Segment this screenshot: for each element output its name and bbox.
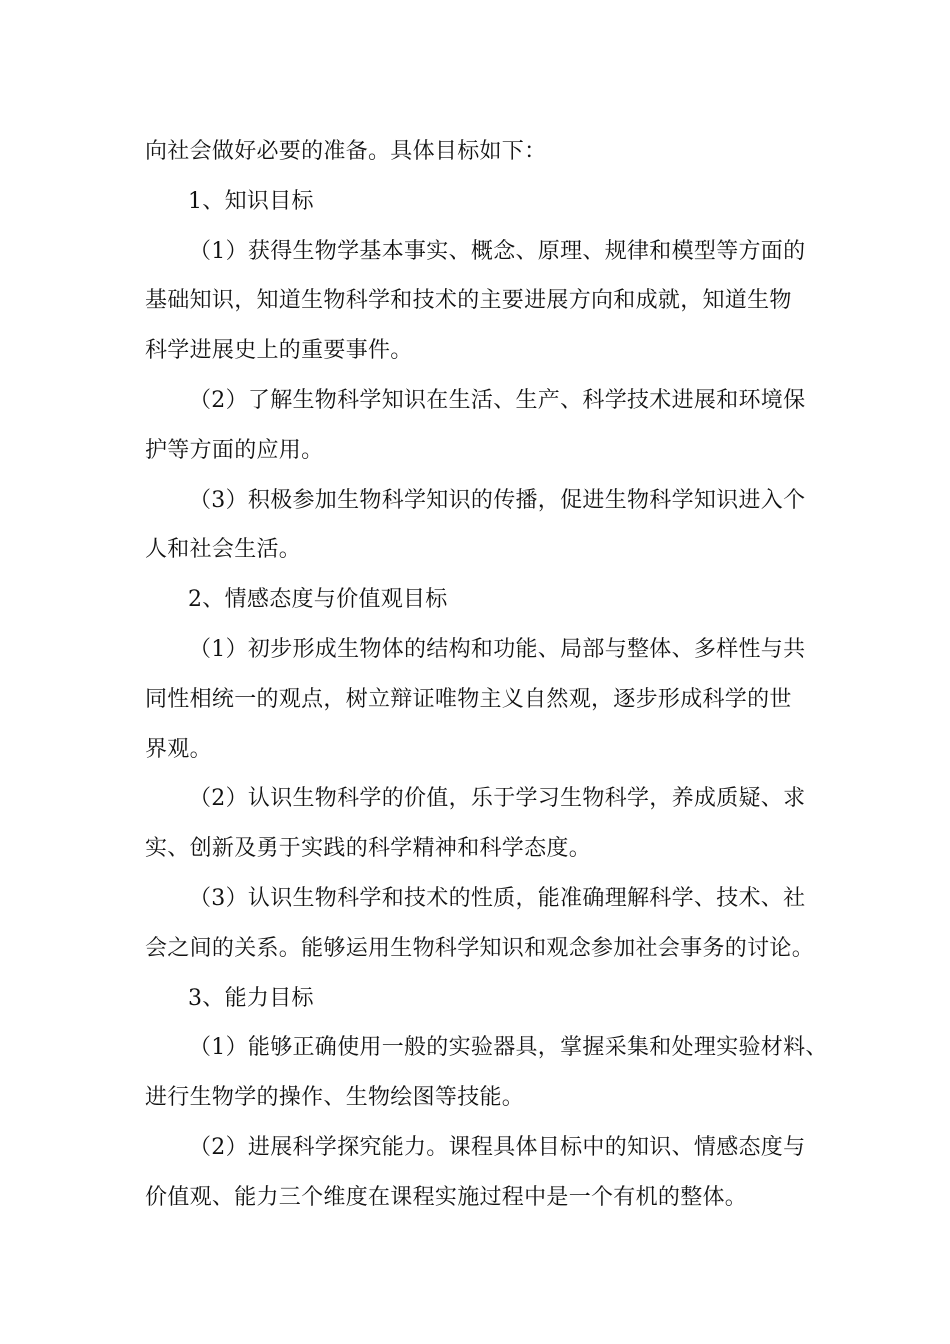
ability-item-1-line-2: 进行生物学的操作、生物绘图等技能。 bbox=[145, 1085, 525, 1111]
attitude-item-2-line-2: 实、创新及勇于实践的科学精神和科学态度。 bbox=[145, 836, 592, 862]
attitude-item-1-line-3: 界观。 bbox=[145, 736, 212, 762]
knowledge-item-2-line-1: （2）了解生物科学知识在生活、生产、科学技术进展和环境保 bbox=[189, 387, 806, 413]
knowledge-item-1-line-2: 基础知识，知道生物科学和技术的主要进展方向和成就，知道生物 bbox=[145, 288, 792, 314]
ability-item-1-line-1: （1）能够正确使用一般的实验器具，掌握采集和处理实验材料、 bbox=[189, 1035, 828, 1061]
knowledge-item-3-line-2: 人和社会生活。 bbox=[145, 537, 302, 563]
ability-item-2-line-1: （2）进展科学探究能力。课程具体目标中的知识、情感态度与 bbox=[189, 1134, 806, 1160]
ability-item-2-line-2: 价值观、能力三个维度在课程实施过程中是一个有机的整体。 bbox=[145, 1184, 748, 1210]
heading-attitude-values-goals: 2、情感态度与价值观目标 bbox=[188, 587, 448, 613]
attitude-item-3-line-2: 会之间的关系。能够运用生物科学知识和观念参加社会事务的讨论。 bbox=[145, 935, 815, 961]
attitude-item-1-line-1: （1）初步形成生物体的结构和功能、局部与整体、多样性与共 bbox=[189, 636, 806, 662]
heading-knowledge-goals: 1、知识目标 bbox=[188, 188, 314, 214]
document-body bbox=[145, 127, 828, 1223]
knowledge-item-2-line-2: 护等方面的应用。 bbox=[145, 437, 324, 463]
heading-ability-goals: 3、能力目标 bbox=[188, 985, 314, 1011]
attitude-item-1-line-2: 同性相统一的观点，树立辩证唯物主义自然观，逐步形成科学的世 bbox=[145, 686, 792, 712]
knowledge-item-3-line-1: （3）积极参加生物科学知识的传播，促进生物科学知识进入个 bbox=[189, 487, 806, 513]
knowledge-item-1-line-1: （1）获得生物学基本事实、概念、原理、规律和模型等方面的 bbox=[189, 238, 806, 264]
attitude-item-3-line-1: （3）认识生物科学和技术的性质，能准确理解科学、技术、社 bbox=[189, 885, 806, 911]
paragraph-intro-line: 向社会做好必要的准备。具体目标如下： bbox=[145, 139, 547, 164]
attitude-item-2-line-1: （2）认识生物科学的价值，乐于学习生物科学，养成质疑、求 bbox=[189, 786, 806, 812]
knowledge-item-1-line-3: 科学进展史上的重要事件。 bbox=[145, 338, 413, 364]
